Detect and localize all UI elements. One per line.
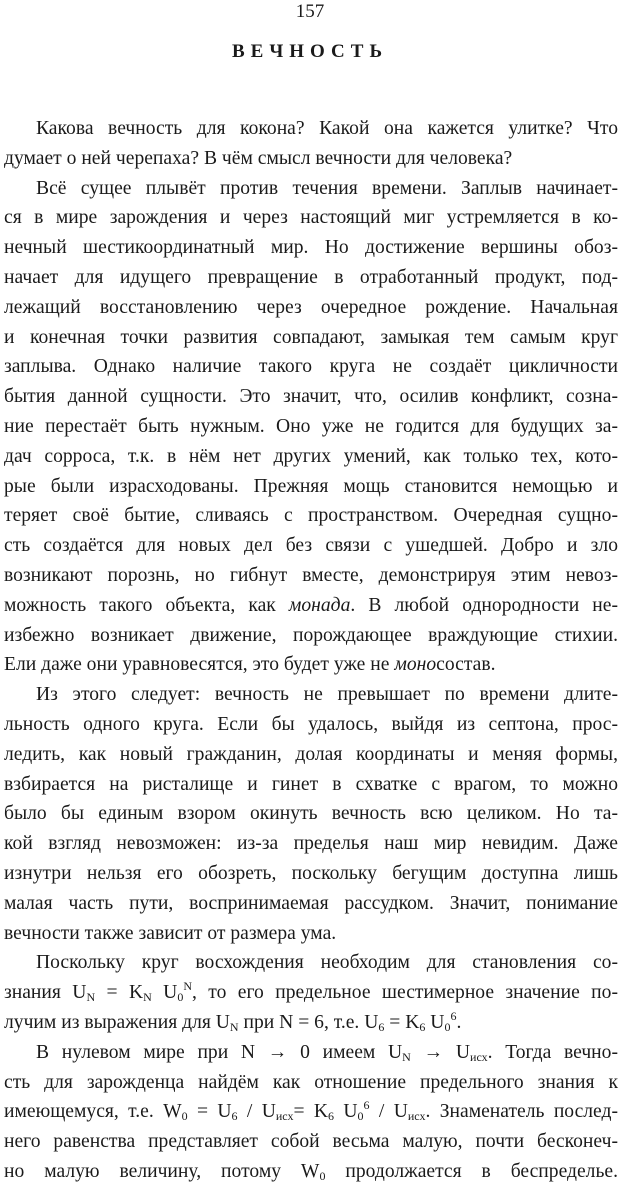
text-segment: при N = 6, т.е. U bbox=[238, 1011, 379, 1033]
page-number: 157 bbox=[295, 1, 325, 22]
text-line: вечности также зависит от размера ума. bbox=[4, 922, 337, 944]
subscript: 0 bbox=[444, 1019, 451, 1034]
text-segment: . В любой однородности не- bbox=[350, 594, 618, 616]
text-line: избежно возникает движение, порождающее враждующие стихии. bbox=[4, 624, 618, 646]
text-line: начает для идущего превращение в отработанный продукт, под- bbox=[4, 266, 618, 288]
text-segment: . Тогда вечно- bbox=[487, 1041, 618, 1063]
text-segment: = K bbox=[95, 982, 144, 1004]
subscript: 0 bbox=[181, 1109, 188, 1124]
text-line: взбирается на ристалище и гинет в схватке с врагом, то можно bbox=[4, 773, 618, 795]
text-line: дач сорроса, т.к. в нём нет других умений, как только тех, кото- bbox=[4, 445, 618, 467]
text-line bbox=[4, 650, 618, 680]
text-segment: U bbox=[425, 1011, 445, 1033]
text-line: лежащий восстановлению через очередное рождение. Начальная bbox=[4, 296, 618, 318]
text-segment: . Знаменатель послед- bbox=[425, 1101, 618, 1123]
superscript: 6 bbox=[450, 1008, 457, 1023]
text-line: сть создаётся для новых дел без связи с ушедшей. Добро и зло bbox=[4, 535, 618, 557]
text-line: него равенства представляет собой весьма малую, почти бесконеч- bbox=[4, 1131, 618, 1153]
text-line: бытия данной сущности. Это значит, что, осилив конфликт, созна- bbox=[4, 386, 618, 408]
subscript: исх bbox=[407, 1109, 426, 1124]
text-segment: = K bbox=[384, 1011, 420, 1033]
subscript: 0 bbox=[357, 1109, 364, 1124]
text-segment: знания U bbox=[4, 982, 87, 1004]
formula-line bbox=[4, 1008, 618, 1038]
text-segment: имеющемуся, т.е. W bbox=[4, 1101, 182, 1123]
text-line: сть для зарожденца найдём как отношение предельного знания к bbox=[4, 1071, 618, 1093]
text-line: заплыва. Однако наличие такого круга не создаёт цикличности bbox=[4, 356, 618, 378]
subscript: исх bbox=[470, 1049, 488, 1064]
text-line: рые были израсходованы. Прежняя мощь становится немощью и bbox=[4, 475, 618, 497]
text-line: и конечная точки развития совпадают, замыкая тем самым круг bbox=[4, 326, 618, 348]
subscript: 0 bbox=[177, 990, 184, 1005]
text-line: Всё сущее плывёт против течения времени. Заплыв начинает- bbox=[36, 177, 618, 199]
superscript: N bbox=[183, 979, 192, 994]
italic-term-monada: монада bbox=[288, 594, 351, 616]
text-line: Из этого следует: вечность не превышает по времени длите- bbox=[36, 684, 618, 706]
subscript: N bbox=[229, 1019, 239, 1034]
text-line: возникают порознь, но гибнут вместе, демонстрируя этим невоз- bbox=[4, 564, 618, 586]
text-segment: U bbox=[151, 982, 178, 1004]
subscript: исх bbox=[275, 1109, 294, 1124]
text-line: нечный шестикоординатный мир. Но достижение вершины обоз- bbox=[4, 237, 618, 259]
subscript: N bbox=[86, 990, 96, 1005]
formula-line bbox=[4, 1038, 618, 1068]
text-segment: , то его предельное шестимерное значение по- bbox=[192, 982, 618, 1004]
text-line: ние перестаёт быть нужным. Оно уже не годится для будущих за- bbox=[4, 415, 618, 437]
text-segment: → U bbox=[410, 1041, 471, 1063]
subscript: N bbox=[143, 990, 152, 1005]
text-line: думает о ней черепаха? В чём смысл вечности для человека? bbox=[4, 147, 513, 169]
subscript: 0 bbox=[319, 1168, 326, 1183]
chapter-title: ВЕЧНОСТЬ bbox=[231, 41, 389, 62]
text-segment: = K bbox=[293, 1101, 329, 1123]
text-segment: состав. bbox=[436, 654, 496, 676]
subscript: 6 bbox=[419, 1019, 426, 1034]
subscript: 6 bbox=[231, 1109, 238, 1124]
italic-term-mono: моно bbox=[394, 654, 437, 676]
text-segment: можность такого объекта, как bbox=[4, 594, 289, 616]
formula-line bbox=[4, 978, 618, 1008]
text-line: льность одного круга. Если бы удалось, выйдя из септона, прос- bbox=[4, 713, 618, 735]
text-line: теряет своё бытие, сливаясь с пространством. Очередная сущно- bbox=[4, 505, 618, 527]
text-segment: но малую величину, потому W bbox=[4, 1160, 320, 1182]
text-segment: U bbox=[334, 1101, 358, 1123]
subscript: N bbox=[402, 1049, 411, 1064]
text-segment: В нулевом мире при N → 0 имеем U bbox=[36, 1041, 403, 1063]
text-segment: Ели даже они уравновесятся, это будет уже не bbox=[4, 654, 395, 676]
text-line: было бы единым взором окинуть вечность всю целиком. Но та- bbox=[4, 803, 618, 825]
text-segment: продолжается в беспределье. bbox=[325, 1160, 618, 1182]
text-line: Поскольку круг восхождения необходим для становления со- bbox=[36, 952, 618, 974]
superscript: 6 bbox=[363, 1098, 370, 1113]
text-line: кой взгляд невозможен: из-за пределья наш мир невидим. Даже bbox=[4, 833, 618, 855]
text-line: малая часть пути, воспринимаемая рассудком. Значит, понимание bbox=[4, 892, 618, 914]
text-segment: лучим из выражения для U bbox=[4, 1011, 230, 1033]
text-line: ледить, как новый гражданин, долая координаты и меняя формы, bbox=[4, 743, 618, 765]
body-text bbox=[4, 114, 618, 1187]
formula-line bbox=[4, 1157, 618, 1187]
text-line bbox=[4, 591, 618, 621]
subscript: 6 bbox=[378, 1019, 385, 1034]
text-line: изнутри нельзя его обозреть, поскольку бегущим доступна лишь bbox=[4, 862, 618, 884]
text-segment: / U bbox=[369, 1101, 408, 1123]
text-segment: . bbox=[456, 1011, 462, 1033]
text-line: Какова вечность для кокона? Какой она кажется улитке? Что bbox=[36, 118, 618, 139]
text-segment: / U bbox=[237, 1101, 276, 1123]
subscript: 6 bbox=[328, 1109, 335, 1124]
text-line: ся в мире зарождения и через настоящий миг устремляется в ко- bbox=[4, 207, 618, 229]
text-segment: = U bbox=[187, 1101, 232, 1123]
formula-line bbox=[4, 1097, 618, 1127]
